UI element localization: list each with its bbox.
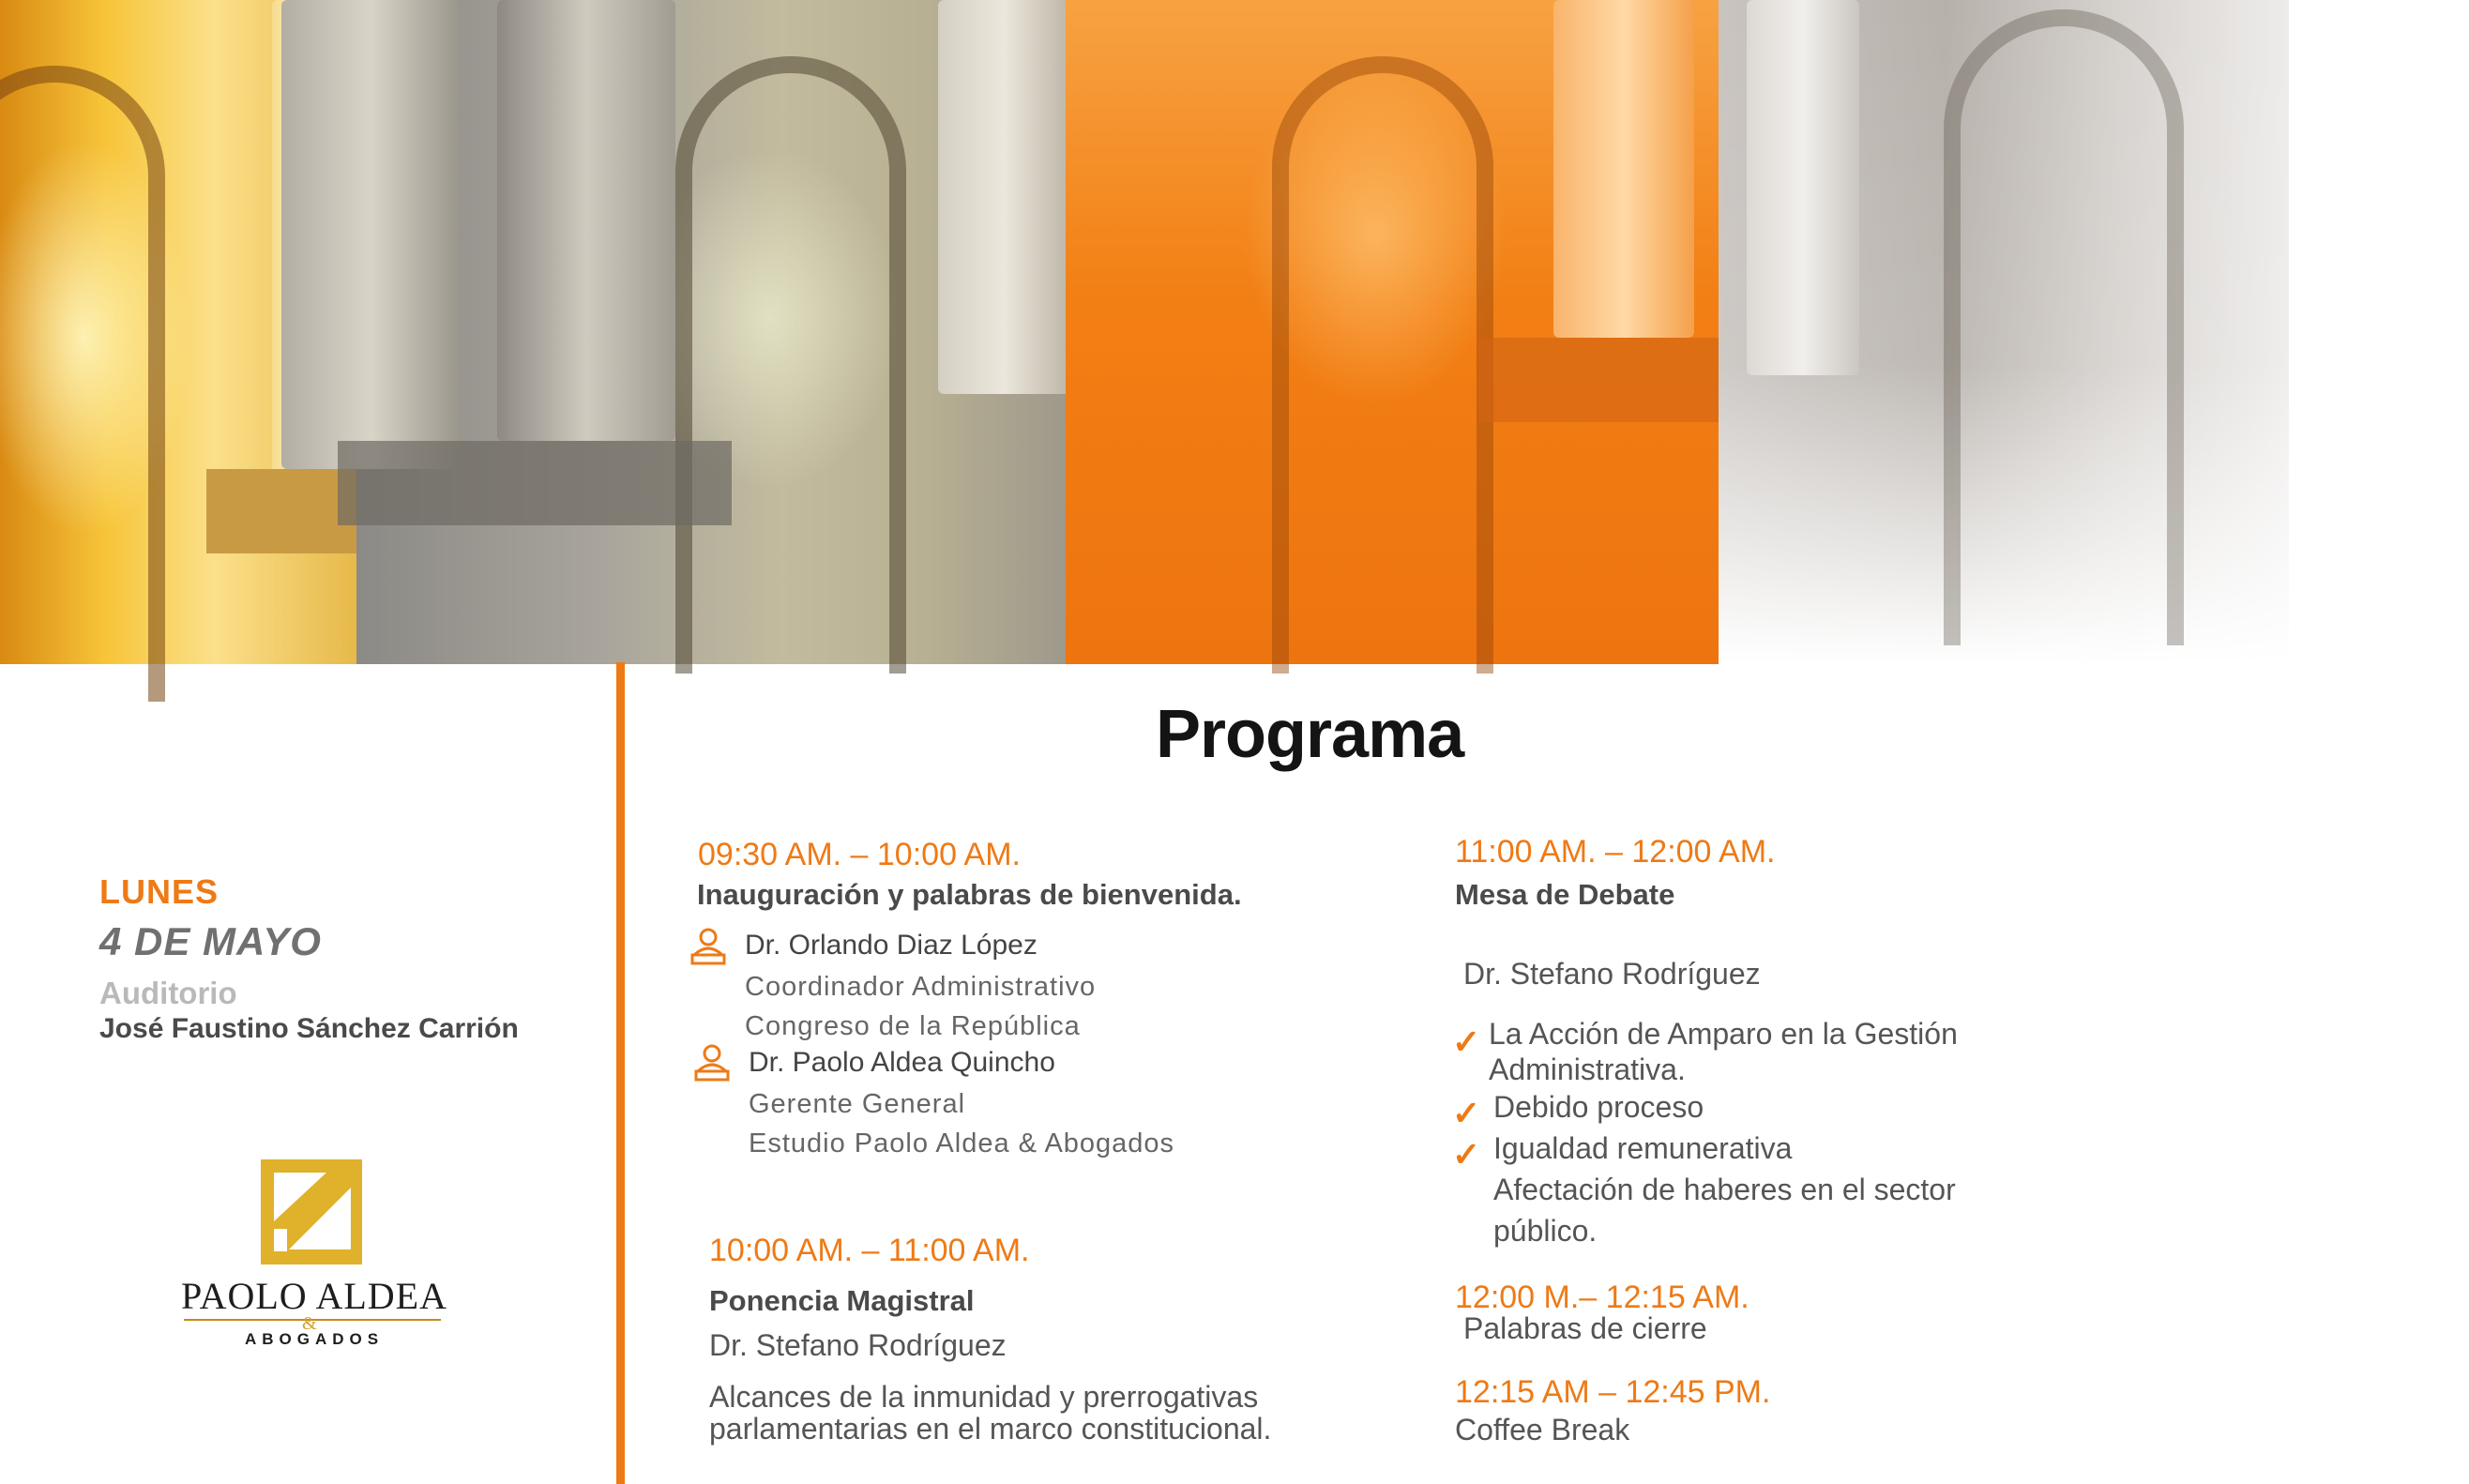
column-base <box>206 469 356 553</box>
session-title: Coffee Break <box>1455 1413 1630 1446</box>
session-time: 12:15 AM – 12:45 PM. <box>1455 1374 1771 1410</box>
logo-name: PAOLO ALDEA <box>181 1275 447 1317</box>
logo-subtitle: ABOGADOS <box>244 1330 385 1348</box>
column <box>938 0 1069 394</box>
speaker-org: Congreso de la República <box>745 1011 1081 1041</box>
speaker-name: Dr. Paolo Aldea Quincho <box>749 1047 1055 1078</box>
vertical-script-word: Congreso <box>2306 488 2469 1199</box>
session-time: 09:30 AM. – 10:00 AM. <box>698 837 1022 872</box>
debate-topic: Afectación de haberes en el sector <box>1493 1173 1956 1206</box>
debate-topic: público. <box>1493 1214 1598 1248</box>
speaker-org: Estudio Paolo Aldea & Abogados <box>749 1128 1175 1158</box>
session-topic-line: Alcances de la inmunidad y prerrogativas <box>709 1380 1259 1414</box>
checkmark-icon: ✓ <box>1452 1022 1481 1061</box>
session-speaker: Dr. Stefano Rodríguez <box>709 1328 1007 1362</box>
session-title: Ponencia Magistral <box>709 1284 975 1317</box>
photo-panel-grey-columns <box>356 0 1066 664</box>
logo-ampersand: & <box>302 1313 317 1334</box>
arch-doorway <box>1944 9 2184 645</box>
session-time: 10:00 AM. – 11:00 AM. <box>709 1233 1030 1268</box>
session-title: Palabras de cierre <box>1463 1311 1707 1345</box>
debate-topic: Administrativa. <box>1489 1052 1686 1086</box>
logo-mark-icon <box>261 1159 362 1264</box>
speaker-role: Coordinador Administrativo <box>745 972 1097 1002</box>
checkmark-icon: ✓ <box>1452 1094 1481 1132</box>
session-time: 12:00 M.– 12:15 AM. <box>1455 1280 1750 1315</box>
checkmark-icon: ✓ <box>1452 1135 1481 1174</box>
column <box>1553 0 1694 338</box>
stone-steps <box>338 441 732 525</box>
venue-label: Auditorio <box>99 976 237 1010</box>
arch-window <box>1272 56 1493 674</box>
person-badge-icon <box>689 927 728 966</box>
orange-divider <box>616 662 625 1484</box>
column <box>281 0 460 469</box>
session-time: 11:00 AM. – 12:00 AM. <box>1455 834 1776 870</box>
event-day: LUNES <box>99 872 220 911</box>
session-topic-line: parlamentarias en el marco constitucional. <box>709 1412 1272 1446</box>
event-date: 4 DE MAYO <box>99 919 322 963</box>
column <box>497 0 675 441</box>
debate-topic: La Acción de Amparo en la Gestión <box>1489 1017 1958 1051</box>
venue-name: José Faustino Sánchez Carrión <box>99 1013 519 1044</box>
column-base <box>1478 338 1722 422</box>
arch-window <box>0 66 165 702</box>
person-badge-icon <box>692 1043 732 1083</box>
photo-panel-orange <box>1066 0 1719 664</box>
session-title: Inauguración y palabras de bienvenida. <box>697 878 1242 911</box>
debate-topic: Igualdad remunerativa <box>1493 1131 1793 1165</box>
session-speaker: Dr. Stefano Rodríguez <box>1463 957 1761 991</box>
arch-window <box>675 56 906 674</box>
speaker-name: Dr. Orlando Diaz López <box>745 930 1038 961</box>
photo-panel-faded-facade <box>1719 0 2289 664</box>
speaker-role: Gerente General <box>749 1089 966 1119</box>
column <box>1747 0 1859 375</box>
program-title: Programa <box>1156 697 1464 772</box>
debate-topic: Debido proceso <box>1493 1090 1704 1124</box>
session-title: Mesa de Debate <box>1455 878 1675 911</box>
firm-logo <box>178 1154 450 1360</box>
